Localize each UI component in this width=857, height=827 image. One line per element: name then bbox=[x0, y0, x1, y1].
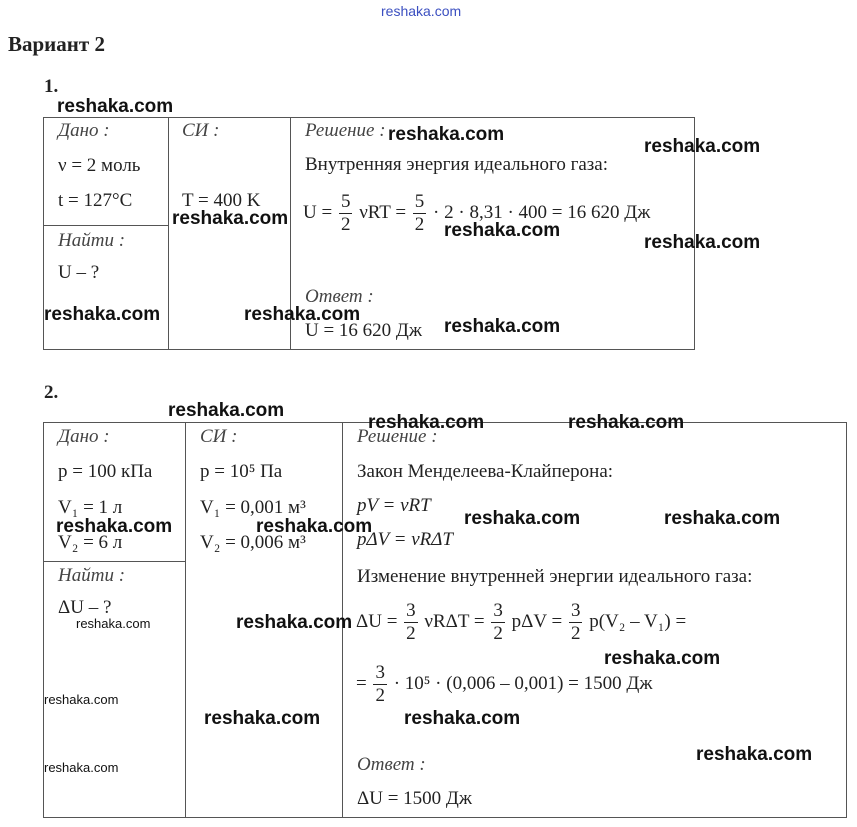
task2-formula-2: = $\frac{3}{2}$ · 10⁵ · (0,006 – 0,001) = 1500 Дж bbox=[356, 662, 653, 706]
task1-given-divider bbox=[43, 225, 169, 226]
watermark: reshaka.com bbox=[204, 708, 321, 729]
task2-law: Закон Менделеева-Клайперона: bbox=[357, 461, 614, 482]
watermark: reshaka.com bbox=[244, 304, 361, 325]
task2-text-change: Изменение внутренней энергии идеального газа: bbox=[357, 566, 753, 587]
task1-given-1: ν = 2 моль bbox=[58, 155, 141, 176]
task1-answer-label: Ответ : bbox=[305, 286, 374, 307]
watermark: reshaka.com bbox=[444, 316, 561, 337]
task2-find-1: ΔU – ? bbox=[58, 597, 112, 618]
watermark: reshaka.com bbox=[464, 508, 581, 529]
watermark: reshaka.com bbox=[76, 616, 151, 631]
task2-eq-1: pV = νRT bbox=[357, 495, 431, 516]
variant-heading: Вариант 2 bbox=[8, 32, 105, 56]
watermark: reshaka.com bbox=[644, 232, 761, 253]
task2-si-label: СИ : bbox=[200, 426, 238, 447]
watermark: reshaka.com bbox=[644, 136, 761, 157]
watermark: reshaka.com bbox=[44, 692, 119, 707]
watermark: reshaka.com bbox=[236, 612, 353, 633]
task2-solution-label: Решение : bbox=[357, 426, 438, 447]
watermark: reshaka.com bbox=[368, 412, 485, 433]
task2-number: 2. bbox=[44, 382, 59, 403]
task1-given-label: Дано : bbox=[58, 120, 110, 141]
task1-formula: U = $\frac{5}{2}$ νRT = $\frac{5}{2}$ · 2 · 8,31 · 400 = 16 620 Дж bbox=[303, 191, 651, 235]
task2-formula-1: ΔU = $\frac{3}{2}$ νRΔT = $\frac{3}{2}$ pΔV = $\frac{3}{2}$ p(V₂ – V₁) = bbox=[356, 600, 687, 644]
watermark: reshaka.com bbox=[444, 220, 561, 241]
task2-si-3: V₂ = 0,006 м³ bbox=[200, 532, 306, 553]
watermark: reshaka.com bbox=[256, 516, 373, 537]
top-watermark: reshaka.com bbox=[381, 3, 462, 19]
watermark: reshaka.com bbox=[664, 508, 781, 529]
watermark: reshaka.com bbox=[404, 708, 521, 729]
task2-si-1: p = 10⁵ Па bbox=[200, 461, 283, 482]
task2-eq-2: pΔV = νRΔT bbox=[357, 529, 453, 550]
task2-si-2: V₁ = 0,001 м³ bbox=[200, 497, 306, 518]
watermark: reshaka.com bbox=[44, 304, 161, 325]
task1-find-label: Найти : bbox=[58, 230, 126, 251]
task2-find-label: Найти : bbox=[58, 565, 126, 586]
task1-given-2: t = 127°C bbox=[58, 190, 133, 211]
task1-answer: U = 16 620 Дж bbox=[305, 320, 423, 341]
task1-text-1: Внутренняя энергия идеального газа: bbox=[305, 154, 609, 175]
watermark: reshaka.com bbox=[44, 760, 119, 775]
watermark: reshaka.com bbox=[168, 400, 285, 421]
watermark: reshaka.com bbox=[696, 744, 813, 765]
watermark: reshaka.com bbox=[172, 208, 289, 229]
task2-given-1: p = 100 кПа bbox=[58, 461, 153, 482]
task1-si-1: T = 400 K bbox=[182, 190, 261, 211]
task2-answer-label: Ответ : bbox=[357, 754, 426, 775]
watermark: reshaka.com bbox=[568, 412, 685, 433]
task2-divider-1 bbox=[185, 422, 186, 817]
task1-number: 1. bbox=[44, 76, 59, 97]
task1-si-label: СИ : bbox=[182, 120, 220, 141]
task2-given-divider bbox=[43, 561, 186, 562]
task1-solution-label: Решение : bbox=[305, 120, 386, 141]
task1-divider-1 bbox=[168, 117, 169, 349]
watermark: reshaka.com bbox=[388, 124, 505, 145]
watermark: reshaka.com bbox=[56, 516, 173, 537]
task2-given-label: Дано : bbox=[58, 426, 110, 447]
task1-find-1: U – ? bbox=[58, 262, 100, 283]
task2-given-3: V₂ = 6 л bbox=[58, 532, 123, 553]
watermark: reshaka.com bbox=[57, 96, 174, 117]
watermark: reshaka.com bbox=[604, 648, 721, 669]
task2-given-2: V₁ = 1 л bbox=[58, 497, 123, 518]
task2-answer: ΔU = 1500 Дж bbox=[357, 788, 472, 809]
